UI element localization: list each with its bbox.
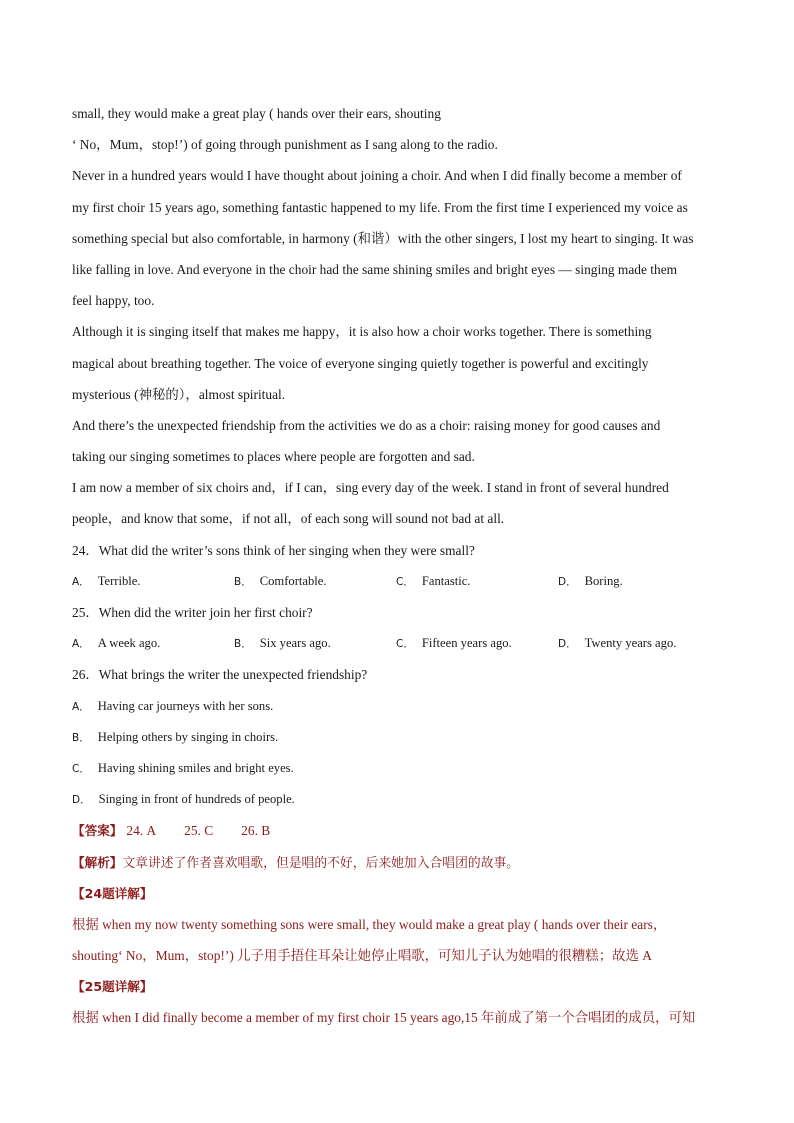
option-c xyxy=(396,566,558,597)
option-c xyxy=(72,753,727,784)
question-stem: 26．What brings the writer the unexpected friendship? xyxy=(72,667,368,683)
option-text: Comfortable. xyxy=(259,573,327,588)
passage-line: I am now a member of six choirs and，if I can，sing every day of the week. I stand in front of several hundred xyxy=(72,480,669,496)
answer-tag: 【答案】 xyxy=(72,823,123,839)
option-letter: D． xyxy=(558,575,577,588)
option-text: Six years ago. xyxy=(259,636,331,651)
option-a xyxy=(72,566,234,597)
passage-line: small, they would make a great play ( hands over their ears, shouting xyxy=(72,106,441,121)
option-text: Twenty years ago. xyxy=(584,636,677,651)
option-letter: C． xyxy=(72,762,90,775)
option-text: Terrible. xyxy=(97,573,141,588)
passage-line: magical about breathing together. The voice of everyone singing quietly together is powerful and excitingly xyxy=(72,355,649,371)
option-letter: A． xyxy=(72,575,90,588)
passage-line: Although it is singing itself that makes me happy，it is also how a choir works together. There is something xyxy=(72,324,652,340)
option-d xyxy=(558,566,720,597)
option-d xyxy=(72,784,727,815)
option-a xyxy=(72,628,234,659)
option-text: Helping others by singing in choirs. xyxy=(97,729,279,744)
question-stem: 25．When did the writer join her first choir? xyxy=(72,605,313,620)
option-letter: B． xyxy=(234,575,252,588)
option-text: Fantastic. xyxy=(421,573,471,588)
passage-line: like falling in love. And everyone in the choir had the same shining smiles and bright eyes — singing made them xyxy=(72,261,678,277)
question-24 xyxy=(72,535,727,597)
detail-24-heading xyxy=(72,878,727,909)
option-text: Having shining smiles and bright eyes. xyxy=(97,760,294,775)
answer-value: 25. C xyxy=(184,823,214,839)
detail-25-tag: 【25题详解】 xyxy=(72,979,153,995)
answer-section xyxy=(72,815,727,1033)
option-b xyxy=(234,566,396,597)
answer-value: 26. B xyxy=(241,823,271,839)
option-b xyxy=(72,722,727,753)
detail-24-line: 根据 when my now twenty something sons were small, they would make a great play ( hands over their ears， xyxy=(72,916,667,932)
document-content xyxy=(72,98,727,1034)
option-letter: A． xyxy=(72,638,90,651)
analysis-line xyxy=(72,847,727,878)
option-letter: A． xyxy=(72,700,90,713)
detail-25-line: 根据 when I did finally become a member of my first choir 15 years ago,15 年前成了第一个合唱团的成员，可知 xyxy=(72,1010,696,1026)
passage-line: my first choir 15 years ago, something fantastic happened to my life. From the first time I experienced my voice as xyxy=(72,199,688,215)
option-row xyxy=(72,628,727,659)
question-26 xyxy=(72,659,727,815)
passage-line: ‘ No，Mum，stop!’) of going through punishment as I sang along to the radio. xyxy=(72,137,498,153)
option-text: Boring. xyxy=(584,573,623,588)
option-row xyxy=(72,566,727,597)
passage-line: people，and know that some，if not all，of each song will sound not bad at all. xyxy=(72,511,505,527)
option-letter: B． xyxy=(234,638,252,651)
passage-line: something special but also comfortable, in harmony (和谐）with the other singers, I lost my heart to singing. It was xyxy=(72,230,694,246)
question-stem: 24．What did the writer’s sons think of her singing when they were small? xyxy=(72,542,475,558)
option-letter: B． xyxy=(72,731,90,744)
option-d xyxy=(558,628,720,659)
option-a xyxy=(72,691,727,722)
option-letter: C． xyxy=(396,575,414,588)
option-letter: D． xyxy=(72,794,91,807)
analysis-text: 文章讲述了作者喜欢唱歌，但是唱的不好，后来她加入合唱团的故事。 xyxy=(122,855,520,871)
answer-line xyxy=(72,815,727,846)
passage-line: Never in a hundred years would I have thought about joining a choir. And when I did finally become a member of xyxy=(72,168,682,184)
option-text: Singing in front of hundreds of people. xyxy=(98,792,295,807)
option-letter: C． xyxy=(396,638,414,651)
passage-line: feel happy, too. xyxy=(72,293,155,309)
analysis-tag: 【解析】 xyxy=(72,854,123,870)
detail-25-heading xyxy=(72,971,727,1002)
option-letter: D． xyxy=(558,638,577,651)
passage-line: taking our singing sometimes to places where people are forgotten and sad. xyxy=(72,449,475,465)
option-text: Having car journeys with her sons. xyxy=(97,698,274,713)
passage-line: mysterious (神秘的），almost spiritual. xyxy=(72,386,286,402)
answer-value: 24. A xyxy=(126,823,157,839)
option-text: Fifteen years ago. xyxy=(421,636,512,651)
reading-passage xyxy=(72,98,727,535)
question-25 xyxy=(72,597,727,659)
passage-line: And there’s the unexpected friendship from the activities we do as a choir: raising money for good causes and xyxy=(72,417,661,433)
detail-24-line: shouting‘ No，Mum，stop!’) 儿子用手捂住耳朵让她停止唱歌，可知儿子认为她唱的很糟糕；故选 A xyxy=(72,948,652,964)
option-text: A week ago. xyxy=(97,636,161,651)
option-c xyxy=(396,628,558,659)
option-b xyxy=(234,628,396,659)
detail-24-tag: 【24题详解】 xyxy=(72,885,153,901)
